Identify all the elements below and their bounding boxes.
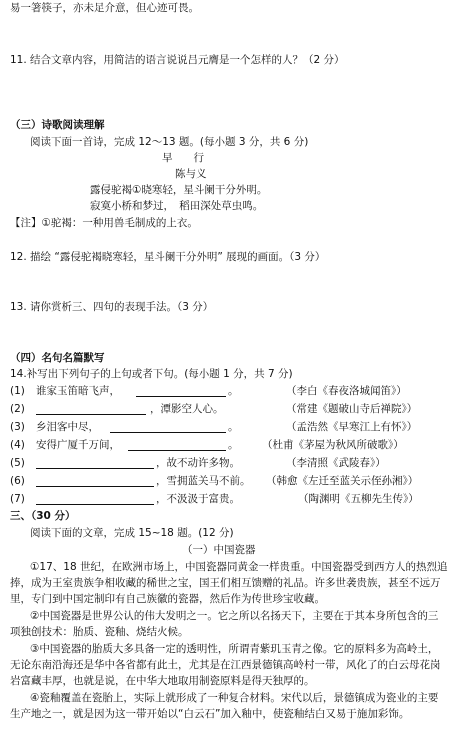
item-tail: ，不汲汲于富贵。 <box>156 493 240 505</box>
para-3-line-3: 岩富藏丰厚，也就是说，在中华大地取用制瓷原料是得天独厚的。 <box>10 675 315 687</box>
item-source: （李清照《武陵春》） <box>286 457 386 469</box>
para-1-line-3: 里，专门到中国定制印有自己族徽的瓷器，然后作为传世珍宝收藏。 <box>10 593 325 605</box>
poem-line-1: 露侵驼褐①晓寒轻，星斗阑干分外明。 <box>90 184 268 196</box>
item-source: （孟浩然《早寒江上有怀》） <box>286 421 418 433</box>
answer-blank[interactable] <box>36 403 146 415</box>
para-4-line-2: 生产地之一，就是因为这一带开始以“白云石”加入釉中，使瓷釉结白又易于施加彩饰。 <box>10 708 410 720</box>
item-source: （常建《题破山寺后禅院》） <box>286 403 418 415</box>
item-number: (3) <box>10 421 25 433</box>
item-tail: ，雪拥蓝关马不前。 <box>156 475 251 487</box>
item-number: (4) <box>10 439 25 451</box>
answer-blank[interactable] <box>136 385 226 397</box>
para-2-line-1: ②中国瓷器是世界公认的伟大发明之一。它之所以名扬天下，主要在于其本身所包含的三 <box>30 610 439 622</box>
top-line: 易一箸筷子，亦未足介意，但心迹可畏。 <box>10 2 199 14</box>
question-13: 13. 请你赏析三、四句的表现手法。（3 分） <box>10 301 214 313</box>
item-tail: 。 <box>228 439 239 451</box>
item-source: （李白《春夜洛城闻笛》） <box>286 385 407 397</box>
item-number: (2) <box>10 403 25 415</box>
item-text: 谁家玉笛暗飞声， <box>36 385 120 397</box>
answer-blank[interactable] <box>36 475 154 487</box>
poem-instruction: 阅读下面一首诗，完成 12～13 题。(每小题 3 分，共 6 分) <box>30 136 309 148</box>
part-3-instruction: 阅读下面的文章，完成 15~18 题。(12 分) <box>30 527 234 539</box>
poem-note: 【注】①驼褐：一种用兽毛制成的上衣。 <box>10 217 198 229</box>
item-source: （杜甫《茅屋为秋风所破歌》） <box>262 439 404 451</box>
item-number: (7) <box>10 493 25 505</box>
poem-line-2: 寂寞小桥和梦过， 稻田深处草虫鸣。 <box>90 200 264 212</box>
answer-blank[interactable] <box>36 493 154 505</box>
poem-title: 早 行 <box>162 152 204 164</box>
part-3-heading: 三、（30 分） <box>10 510 76 522</box>
famous-section-heading: （四）名句名篇默写 <box>10 352 105 364</box>
para-3-line-1: ③中国瓷器的胎质大多具备一定的透明性，所谓青紫玑玉青之像。它的原料多为高岭土， <box>30 643 439 655</box>
item-number: (1) <box>10 385 25 397</box>
question-12: 12. 描绘 “露侵驼褐晓寒轻，星斗阑干分外明” 展现的画面。（3 分） <box>10 251 326 263</box>
answer-blank[interactable] <box>110 421 226 433</box>
article-title: （一）中国瓷器 <box>182 544 256 556</box>
famous-instruction: 14.补写出下列句子的上句或者下句。(每小题 1 分，共 7 分) <box>10 368 293 380</box>
para-1-line-2: 捧，成为王室贵族争相收藏的稀世之宝，国王们相互馈赠的礼品。许多世袭贵族，甚至不远万 <box>10 577 441 589</box>
poem-author: 陈与义 <box>175 168 207 180</box>
answer-blank[interactable] <box>36 457 154 469</box>
para-1-line-1: ①17、18 世纪，在欧洲市场上，中国瓷器同黄金一样贵重。中国瓷器受到西方人的热烈追 <box>30 561 448 573</box>
item-tail: ，潭影空人心。 <box>150 403 224 415</box>
para-3-line-2: 无论东南沿海还是华中各省都有此土，尤其是在江西景德镇高岭村一带，风化了的白云母花岗 <box>10 659 441 671</box>
para-2-line-2: 项独创技术：胎质、瓷釉、烧结火候。 <box>10 626 189 638</box>
item-number: (5) <box>10 457 25 469</box>
question-11: 11. 结合文章内容，用简洁的语言说说吕元膺是一个怎样的人？（2 分） <box>10 54 345 66</box>
item-source: （韩愈《左迁至蓝关示侄孙湘》） <box>266 475 419 487</box>
para-4-line-1: ④瓷釉覆盖在瓷胎上，实际上就形成了一种复合材料。宋代以后，景德镇成为瓷业的主要 <box>30 692 439 704</box>
item-number: (6) <box>10 475 25 487</box>
item-source: （陶渊明《五柳先生传》） <box>298 493 419 505</box>
poem-section-heading: （三）诗歌阅读理解 <box>10 119 105 131</box>
item-tail: 。 <box>228 421 239 433</box>
item-text: 安得广厦千万间， <box>36 439 120 451</box>
answer-blank[interactable] <box>128 439 226 451</box>
item-tail: ，故不动许多物。 <box>156 457 240 469</box>
item-text: 乡泪客中尽， <box>36 421 99 433</box>
item-tail: 。 <box>228 385 239 397</box>
